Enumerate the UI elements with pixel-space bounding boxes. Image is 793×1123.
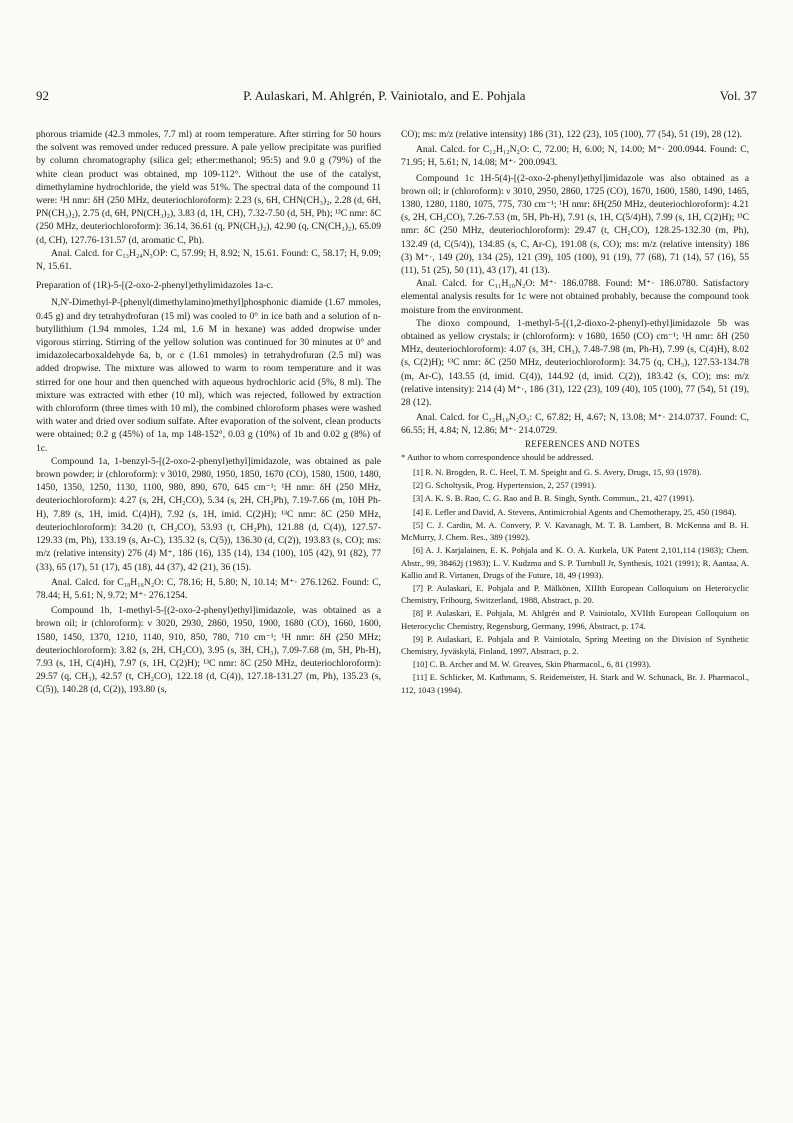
author-note: * Author to whom correspondence should be addressed. bbox=[401, 451, 594, 462]
reference-item: [4] E. Lefler and David, A. Stevens, Antimicrobial Agents and Chemotherapy, 25, 450 (1984). bbox=[413, 506, 737, 517]
paragraph-compound-1c: Compound 1c 1H-5(4)-[(2-oxo-2-phenyl)ethyl]imidazole was also obtained as a brown oil; ir (chloroform): ν 3010, 2950, 2860, 1725 (CO), 1670, 1600, 1580, 1490, 1465, 1380, 1280, 1180, 1075, 775, 730 cm⁻¹; ¹H nmr: δH(250 MHz, deuteriochloroform): 4.21 (s, 2H, CH₂CO), 7.26-7.53 (m, 5H, Ph-H), 7.91 (s, 1H, C(5/4)H), 7.99 (s, 1H, C(2)H); ¹³C nmr: δC (250 MHz, deuteriochloroform): 29.47 (t, CH₂CO), 128.25-132.30 (m, Ph), 132.49 (d, C(5/4)), 134.85 (s, C, Ar-C), 191.08 (s, CO); ms: m/z (relative intensity) 186 (3) M⁺·, 149 (20), 134 (25), 121 (39), 105 (100), 91 (19), 77 (68), 71 (14), 57 (16), 55 (11), 51 (25), 50 (11), 43 (17), 41 (13). bbox=[401, 172, 749, 277]
paragraph-anal-1b: Anal. Calcd. for C₁₂H₁₂N₂O: C, 72.00; H, 6.00; N, 14.00; M⁺· 200.0944. Found: C, 71.95; H, 5.61; N, 14.08; M⁺· 200.0943. bbox=[401, 144, 749, 169]
references-list bbox=[401, 451, 749, 696]
reference-item: [11] E. Schlicker, M. Kathmann, S. Reidemeister, H. Stark and W. Schunack, Br. J. Pharmacol., 112, 1043 (1994). bbox=[401, 672, 749, 695]
reference-item: [5] C. J. Cardin, M. A. Convery, P. V. Kavanagh, M. T. B. Lambert, B. McKenna and B. H. McMurry, J. Chem. Res., 389 (1992). bbox=[401, 519, 749, 543]
left-column bbox=[36, 128, 381, 697]
references-heading: REFERENCES AND NOTES bbox=[524, 438, 640, 449]
paragraph-compound-1a: Compound 1a, 1-benzyl-5-[(2-oxo-2-phenyl)ethyl]imidazole, was obtained as pale brown powder; ir (chloroform): ν 3010, 2980, 1950, 1850, 1670 (CO), 1580, 1500, 1480, 1450, 1350, 1250, 1130, 1100, 980, 890, 670, 645 cm⁻¹; ¹H nmr: δH (250 MHz, deuteriochloroform): 4.27 (s, 2H, CH₂CO), 5.34 (s, 2H, CH₂Ph), 7.19-7.66 (m, 10H Ph-H), 7.89 (s, 1H, imid. C(4)H), 7.92 (s, 1H, imid. C(2)H); ¹³C nmr: δC (250 MHz, deuteriochloroform): 34.20 (t, CH₂CO), 53.93 (t, CH₂Ph), 121.88 (d, C(4)), 127.57-129.33 (m, Ph), 133.19 (s, Ar-C), 135.32 (s, C(5)), 136.30 (d, C(2)), 193.83 (s, CO); ms: m/z (relative intensity) 276 (4) M⁺, 186 (16), 135 (14), 134 (100), 105 (42), 91 (82), 77 (33), 65 (17), 51 (17), 45 (18), 44 (37), 42 (21), 36 (15). bbox=[36, 455, 381, 573]
reference-item: [3] A. K. S. B. Rao, C. G. Rao and B. B. Singh, Synth. Commun., 21, 427 (1991). bbox=[413, 493, 695, 504]
author-line: P. Aulaskari, M. Ahlgrén, P. Vainiotalo, and E. Pohjala bbox=[243, 88, 526, 103]
paragraph-anal-1a: Anal. Calcd. for C₁₈H₁₆N₂O: C, 78.16; H, 5.80; N, 10.14; M⁺· 276.1262. Found: C, 78.44; H, 5.61; N, 9.72; M⁺· 276.1254. bbox=[36, 576, 381, 601]
volume-number: Vol. 37 bbox=[719, 88, 757, 103]
reference-item: [1] R. N. Brogden, R. C. Heel, T. M. Speight and G. S. Avery, Drugs, 15, 93 (1978). bbox=[413, 467, 702, 478]
paragraph-dioxo-5b: The dioxo compound, 1-methyl-5-[(1,2-dioxo-2-phenyl)-ethyl]imidazole 5b was obtained as yellow crystals; ir (chloroform): ν 1680, 1650 (CO) cm⁻¹; ¹H nmr: δH (250 MHz, deuteriochloroform): 4.07 (s, 3H, CH₃), 7.48-7.98 (m, Ph-H), 7.99 (s, C(4)H), 8.02 (s, C(2)H); ¹³C nmr: δC (250 MHz, deuteriochloroform): 34.75 (q, CH₃), 127.53-134.78 (m, Ar-C), 143.55 (d, imid. C(4)), 144.92 (d, imid. C(2)), 183.42 (s, CO); ms: m/z (relative intensity): 214 (4) M⁺·, 186 (31), 122 (23), 109 (40), 105 (100), 77 (54), 51 (19), 28 (12). bbox=[401, 317, 749, 409]
right-column bbox=[401, 128, 749, 697]
section-heading-preparation: Preparation of (1R)-5-[(2-oxo-2-phenyl)ethylimidazoles 1a-c. bbox=[36, 280, 274, 292]
reference-item: [10] C. B. Archer and M. W. Greaves, Skin Pharmacol., 6, 81 (1993). bbox=[413, 659, 651, 670]
paragraph-ms-1b: CO); ms: m/z (relative intensity) 186 (31), 122 (23), 105 (100), 77 (54), 51 (19), 28 (12). bbox=[401, 129, 743, 140]
page-number: 92 bbox=[36, 88, 49, 103]
reference-item: [6] A. J. Karjalainen, E. K. Pohjala and K. O. A. Kurkela, UK Patent 2,101,114 (1983); Chem. Abstr., 99, 38462j (1983); L. V. Kudzma and S. P. Turnbull Jr, Synthesis, 1021 (1991); R. Aantaa, A. Kallio and R. Virtanen, Drugs of the Future, 18, 49 (1993). bbox=[401, 545, 749, 580]
paragraph-procedure: N,N'-Dimethyl-P-[phenyl(dimethylamino)methyl]phosphonic diamide (1.67 mmoles, 0.45 g) and dry tetrahydrofuran (15 ml) was cooled to 0° in ice bath and a solution of n-butyllithium (1.94 mmoles, 1.24 ml, 1.6 M in hexane) was added dropwise under vigorous stirring. Stirring of the yellow solution was continued for 30 minutes at 0° and imidazolecarboxaldehyde 6a, b, or c (1.61 mmoles) in tetrahydrofuran (2.5 ml) was added dropwise. The mixture was allowed to warm to room temperature and it was stirred for one hour and then quenched with aqueous hydrochloric acid (5%, 8 ml). The mixture was extracted with ether (10 ml), which was rejected, followed by extraction with chloroform (three times with 10 ml), the combined chloroform phases were washed with water and dried over sodium sulfate. After evaporation of the solvent, clean products were obtained; 0.2 g (45%) of 1a, mp 148-152°, 0.03 g (10%) of 1b and 0.02 g (8%) of 1c. bbox=[36, 297, 381, 454]
paragraph-spectral-data-11: phorous triamide (42.3 mmoles, 7.7 ml) at room temperature. After stirring for 50 hours the solvent was removed under reduced pressure. A pale yellow precipitate was purified by column chromatography (silica gel; ether:methanol; 95:5) and 9.0 g (79%) of the white clean product was obtained, mp 109-112°. Without the use of the catalyst, dimethylamine hydrochloride, the yield was 51%. The spectral data of the compound 11 were: ¹H nmr: δH (250 MHz, deuteriochloroform): 2.23 (s, 6H, CHN(CH₃)₂, 2.28 (d, 6H, PN(CH₃)₂), 2.75 (d, 6H, PN(CH₃)₂), 3.83 (d, 1H, CH), 7.32-7.50 (d, 5H, Ph); ¹³C nmr: δC (250 MHz, deuteriochloroform): 36.14, 36.61 (q, PN(CH₃)₂), 42.90 (q, CN(CH₃)₂), 65.09 (d, CH), 127.76-131.57 (d, aromatic C, Ph). bbox=[36, 129, 381, 246]
paragraph-anal-1c: Anal. Calcd. for C₁₁H₁₀N₂O: M⁺· 186.0788. Found: M⁺· 186.0780. Satisfactory elemental analysis results for 1c were not obtained probably, because the compound took moisture from the environment. bbox=[401, 278, 749, 316]
paragraph-anal-5b: Anal. Calcd. for C₁₂H₁₀N₂O₃: C, 67.82; H, 4.67; N, 13.08; M⁺· 214.0737. Found: C, 66.55; H, 4.84; N, 12.86; M⁺· 214.0729. bbox=[401, 412, 749, 437]
reference-item: [2] G. Scholtysik, Prog. Hypertension, 2, 257 (1991). bbox=[413, 480, 597, 491]
reference-item: [7] P. Aulaskari, E. Pohjala and P. Mälkönen, XIIIth European Colloquium on Heterocyclic Chemistry, Fribourg, Switzerland, 1988, Abstract, p. 20. bbox=[401, 582, 749, 606]
reference-item: [8] P. Aulaskari, E. Pohjala, M. Ahlgrén and P. Vainiotalo, XVIIth European Colloquium on Heterocyclic Chemistry, Regensburg, Germany, 1996, Abstract, p. 174. bbox=[401, 608, 749, 631]
reference-item: [9] P. Aulaskari, E. Pohjala and P. Vainiotalo, Spring Meeting on the Division of Synthetic Chemistry, Jyväskylä, Finland, 1997, Abstract, p. 2. bbox=[401, 633, 749, 656]
paragraph-compound-1b: Compound 1b, 1-methyl-5-[(2-oxo-2-phenyl)ethyl]imidazole, was obtained as a brown oil; ir (chloroform): ν 3020, 2930, 2860, 1950, 1900, 1680 (CO), 1660, 1600, 1580, 1450, 1370, 1210, 1140, 910, 850, 780, 710 cm⁻¹; ¹H nmr: δH (250 MHz; deuteriochloroform): 3.82 (s, 2H, CH₂CO), 3.95 (s, 3H, CH₃), 7.09-7.68 (m, 5H, Ph-H), 7.93 (s, 1H, C(4)H), 7.97 (s, 1H, C(2)H); ¹³C nmr: δC (250 MHz, deuteriochloroform): 29.57 (q, CH₃), 42.57 (t, CH₂CO), 122.18 (d, C(4)), 127.18-131.27 (m, Ph), 135.23 (s, C(5)), 140.28 (d, C(2)), 193.80 (s, bbox=[36, 605, 381, 696]
paragraph-anal-11: Anal. Calcd. for C₁₃H₂₄N₃OP: C, 57.99; H, 8.92; N, 15.61. Found: C, 58.17; H, 9.09; N, 15.61. bbox=[36, 247, 381, 273]
running-head bbox=[36, 88, 757, 104]
